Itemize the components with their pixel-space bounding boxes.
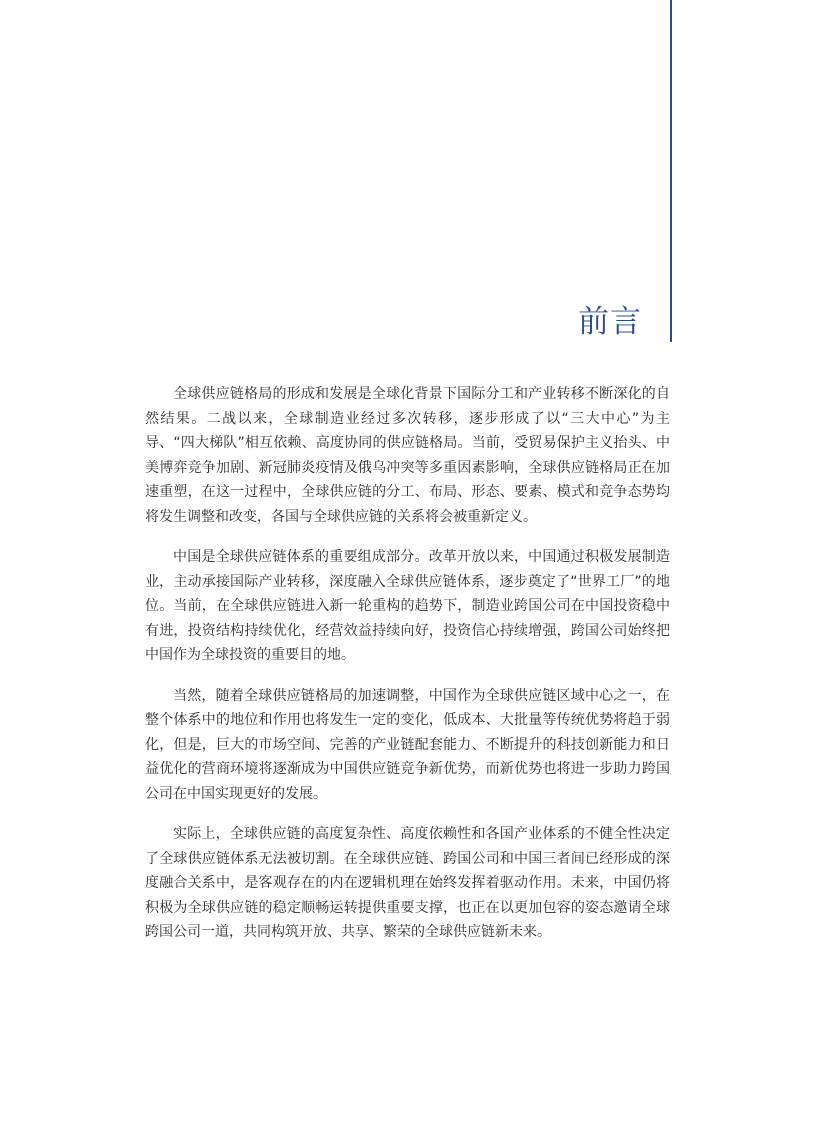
paragraph-1: 全球供应链格局的形成和发展是全球化背景下国际分工和产业转移不断深化的自然结果。二战以来，全球制造业经过多次转移，逐步形成了以“三大中心”为主导、“四大梯队”相互依赖、高度协同的供应链格局。当前，受贸易保护主义抬头、中美博弈竞争加剧、新冠肺炎疫情及俄乌冲突等多重因素影响，全球供应链格局正在加速重塑，在这一过程中，全球供应链的分工、布局、形态、要素、模式和竞争态势均将发生调整和改变，各国与全球供应链的关系将会被重新定义。 xyxy=(145,386,670,525)
decorative-vertical-line xyxy=(670,0,672,342)
paragraph-4: 实际上，全球供应链的高度复杂性、高度依赖性和各国产业体系的不健全性决定了全球供应链体系无法被切割。在全球供应链、跨国公司和中国三者间已经形成的深度融合关系中，是客观存在的内在逻辑机理在始终发挥着驱动作用。未来，中国仍将积极为全球供应链的稳定顺畅运转提供重要支撑，也正在以更加包容的姿态邀请全球跨国公司一道，共同构筑开放、共享、繁荣的全球供应链新未来。 xyxy=(145,826,670,940)
paragraph-2: 中国是全球供应链体系的重要组成部分。改革开放以来，中国通过积极发展制造业，主动承接国际产业转移，深度融入全球供应链体系，逐步奠定了“世界工厂”的地位。当前，在全球供应链进入新一轮重构的趋势下，制造业跨国公司在中国投资稳中有进，投资结构持续优化，经营效益持续向好，投资信心持续增强，跨国公司始终把中国作为全球投资的重要目的地。 xyxy=(145,549,670,663)
preface-body xyxy=(145,382,670,961)
page-title: 前言 xyxy=(578,304,642,340)
paragraph-3: 当然，随着全球供应链格局的加速调整，中国作为全球供应链区域中心之一，在整个体系中的地位和作用也将发生一定的变化，低成本、大批量等传统优势将趋于弱化，但是，巨大的市场空间、完善的产业链配套能力、不断提升的科技创新能力和日益优化的营商环境将逐渐成为中国供应链竞争新优势，而新优势也将进一步助力跨国公司在中国实现更好的发展。 xyxy=(145,687,670,802)
